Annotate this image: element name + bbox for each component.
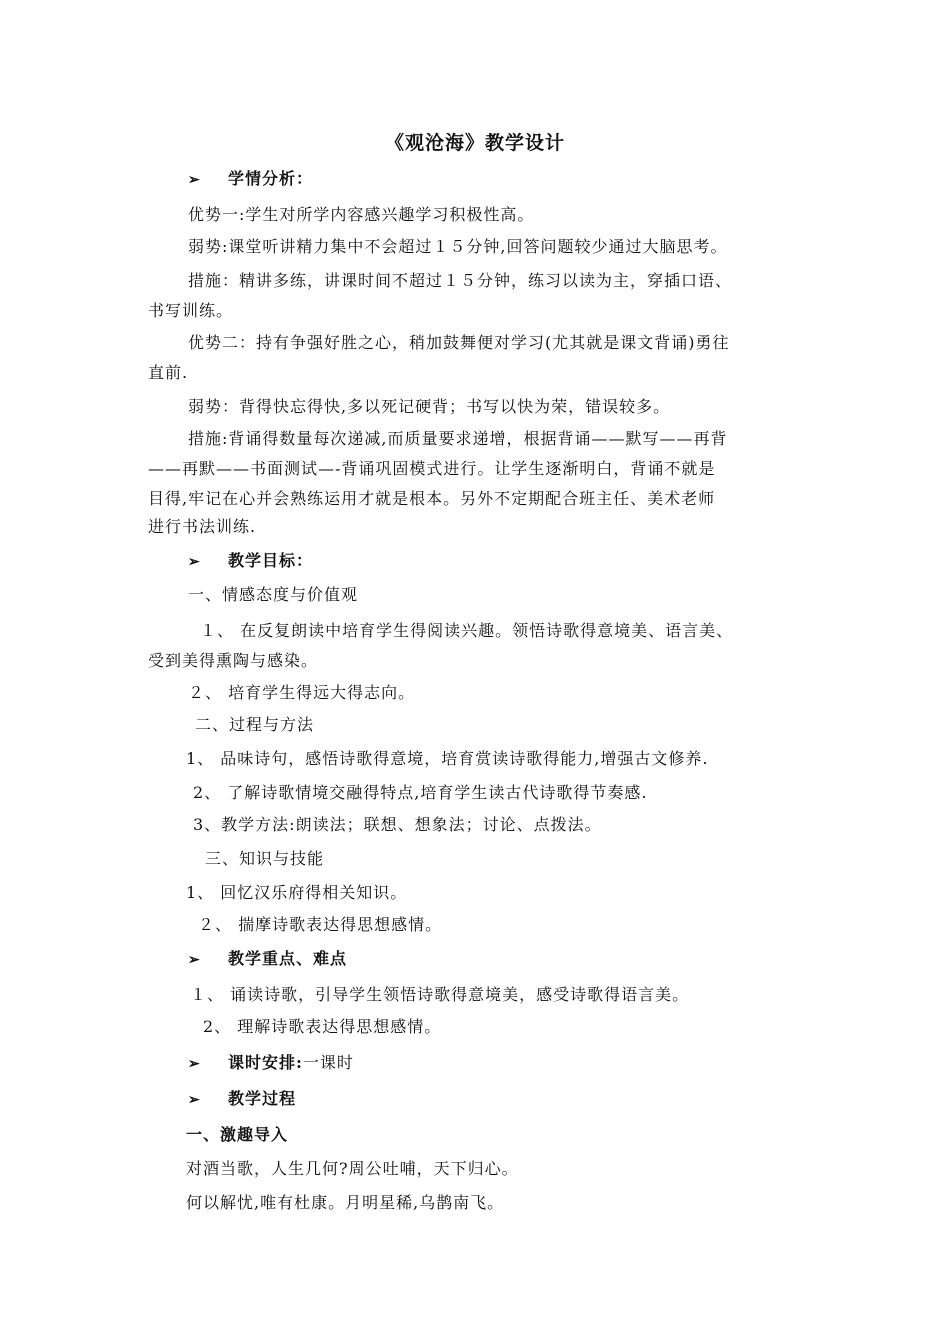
subheading: 二、过程与方法 xyxy=(195,715,315,734)
list-item: 1、 品味诗句，感悟诗歌得意境，培育赏读诗歌得能力,增强古文修养. xyxy=(186,749,709,768)
list-item: 3、教学方法:朗读法；联想、想象法；讨论、点拨法。 xyxy=(193,815,602,834)
list-item: １、 诵读诗歌，引导学生领悟诗歌得意境美，感受诗歌得语言美。 xyxy=(190,985,690,1004)
subheading: 三、知识与技能 xyxy=(205,849,325,868)
paragraph-line: 直前. xyxy=(148,363,189,382)
paragraph-line: 进行书法训练. xyxy=(148,517,257,536)
paragraph-line: 优势一:学生对所学内容感兴趣学习积极性高。 xyxy=(188,205,535,224)
poem-line: 对酒当歌，人生几何?周公吐哺，天下归心。 xyxy=(186,1159,519,1178)
schedule-value: 一课时 xyxy=(302,1053,354,1072)
list-item: 2、 了解诗歌情境交融得特点,培育学生读古代诗歌得节奏感. xyxy=(193,783,648,802)
arrow-bullet-icon: ➢ xyxy=(188,1056,201,1072)
paragraph-line: 弱势:课堂听讲精力集中不会超过１５分钟,回答问题较少通过大脑思考。 xyxy=(188,237,728,256)
section-heading-key-points: ➢ 教学重点、难点 xyxy=(188,948,347,971)
paragraph-line: 弱势：背得快忘得快,多以死记硬背；书写以快为荣，错误较多。 xyxy=(188,397,671,416)
list-item: ２、 揣摩诗歌表达得思想感情。 xyxy=(198,915,443,934)
paragraph-line: 措施：精讲多练，讲课时间不超过１５分钟，练习以读为主，穿插口语、 xyxy=(188,271,733,290)
arrow-bullet-icon: ➢ xyxy=(188,172,201,188)
paragraph-line: 措施:背诵得数量每次递减,而质量要求递增，根据背诵——默写——再背 xyxy=(188,429,728,448)
subheading: 一、激趣导入 xyxy=(186,1125,289,1144)
section-heading-goals: ➢ 教学目标： xyxy=(188,550,313,573)
paragraph-line: 书写训练。 xyxy=(148,301,234,320)
arrow-bullet-icon: ➢ xyxy=(188,952,201,968)
paragraph-line: ——再默——书面测试—-背诵巩固模式进行。让学生逐渐明白，背诵不就是 xyxy=(148,459,716,478)
arrow-bullet-icon: ➢ xyxy=(188,554,201,570)
subheading: 一、情感态度与价值观 xyxy=(188,585,359,604)
paragraph-line: 目得,牢记在心并会熟练运用才就是根本。另外不定期配合班主任、美术老师 xyxy=(148,489,716,508)
list-item: 2、 理解诗歌表达得思想感情。 xyxy=(203,1017,442,1036)
arrow-bullet-icon: ➢ xyxy=(188,1092,201,1108)
document-title: 《观沧海》教学设计 xyxy=(384,132,565,154)
list-item: ２、 培育学生得远大得志向。 xyxy=(188,683,416,702)
list-item-continuation: 受到美得熏陶与感染。 xyxy=(148,651,319,670)
list-item: 1、 回忆汉乐府得相关知识。 xyxy=(186,883,408,902)
section-heading-process: ➢ 教学过程 xyxy=(188,1088,296,1111)
list-item: １、 在反复朗读中培育学生得阅读兴趣。领悟诗歌得意境美、语言美、 xyxy=(200,621,734,640)
poem-line: 何以解忧,唯有杜康。月明星稀,乌鹊南飞。 xyxy=(186,1193,505,1212)
section-heading-analysis: ➢ 学情分析： xyxy=(188,168,313,191)
section-heading-schedule: ➢ 课时安排:一课时 xyxy=(188,1052,354,1075)
paragraph-line: 优势二：持有争强好胜之心，稍加鼓舞便对学习(尤其就是课文背诵)勇往 xyxy=(188,333,730,352)
